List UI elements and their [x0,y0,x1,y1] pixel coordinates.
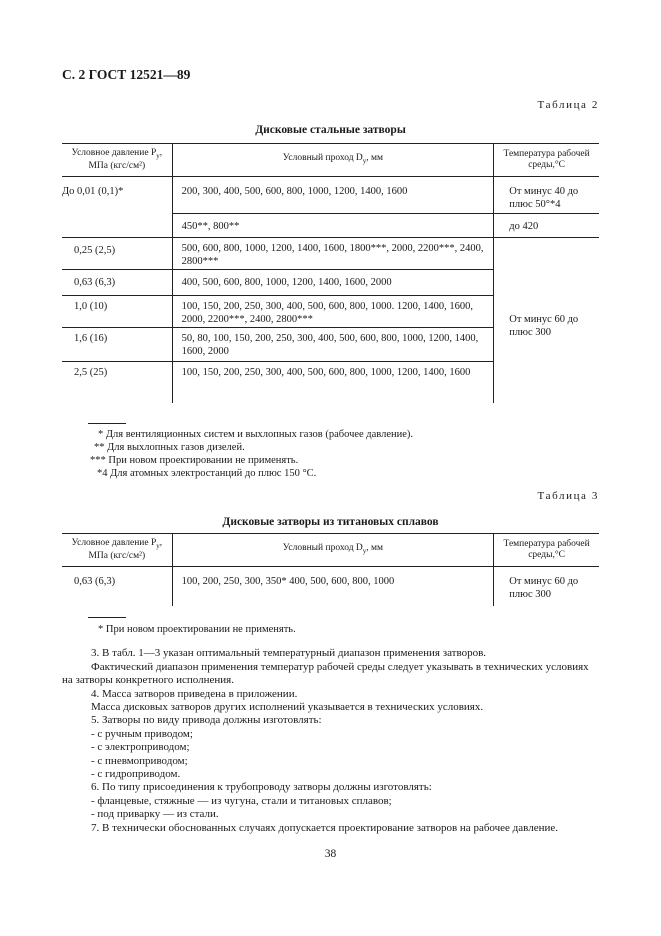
table2-col1-header: Условное давление $P_у$, МПа (кгс/см²) [62,144,172,177]
page-header: С. 2 ГОСТ 12521—89 [62,67,191,82]
table-row: 0,63 (6,3) 400, 500, 600, 800, 1000, 1200, 1400, 1600, 2000 [62,270,599,296]
table3-col2-header: Условный проход $D_у$, мм [172,534,494,567]
paragraph: Фактический диапазон применения температур рабочей среды следует указывать в технических условиях на затворы конкретного исполнения. [62,661,589,687]
table3-title: Дисковые затворы из титановых сплавов [222,516,439,528]
list-item: - с гидроприводом. [91,768,181,780]
footnote: *** При новом проектировании не применять. [90,455,299,466]
table2-col2-header: Условный проход $D_у$, мм [172,144,494,177]
paragraph: 3. В табл. 1—3 указан оптимальный температурный диапазон применения затворов. [91,647,487,659]
list-item: - с электроприводом; [91,741,190,753]
table2-col3-header: Температура рабочей среды,°С [494,144,599,177]
table3-col3-header: Температура рабочей среды,°С [494,534,599,567]
footnote: * Для вентиляционных систем и выхлопных газов (рабочее давление). [98,429,414,440]
page-number: 38 [324,848,337,860]
paragraph: Масса дисковых затворов других исполнений указывается в технических условиях. [91,701,484,713]
table3 [62,533,599,606]
paragraph: 6. По типу присоединения к трубопроводу затворы должны изготовлять: [91,781,432,793]
list-item: - с ручным приводом; [91,728,193,740]
paragraph: 7. В технически обоснованных случаях допускается проектирование затворов на рабочее давление. [91,822,558,834]
footnote-divider [88,617,126,618]
table-row: До 0,01 (0,1)* 200, 300, 400, 500, 600, 800, 1000, 1200, 1400, 1600 От минус 40 до плюс 50°*4 [62,177,599,214]
table2-label: Таблица 2 [537,99,599,111]
table-row: 1,0 (10) 100, 150, 200, 250, 300, 400, 500, 600, 800, 1000. 1200, 1400, 1600, 2000, 2200***, 2400, 2800*** [62,296,599,328]
footnote: ** Для выхлопных газов дизелей. [94,442,245,453]
list-item: - с пневмоприводом; [91,755,188,767]
table2 [62,143,599,403]
table-row: 450**, 800** до 420 [62,214,599,238]
footnote: * При новом проектировании не применять. [98,624,296,635]
footnote: *4 Для атомных электростанций до плюс 150 °С. [97,468,317,479]
paragraph: 5. Затворы по виду привода должны изготовлять: [91,714,322,726]
table-row: 2,5 (25) 100, 150, 200, 250, 300, 400, 500, 600, 800, 1000, 1200, 1400, 1600 [62,362,599,403]
table3-label: Таблица 3 [537,490,599,502]
table2-title: Дисковые стальные затворы [255,124,406,136]
paragraph: 4. Масса затворов приведена в приложении. [91,688,298,700]
table-row: 1,6 (16) 50, 80, 100, 150, 200, 250, 300, 400, 500, 600, 800, 1000, 1200, 1400, 1600, 2000 [62,328,599,362]
list-item: - фланцевые, стяжные — из чугуна, стали и титановых сплавов; [91,795,392,807]
list-item: - под приварку — из стали. [91,808,219,820]
footnote-divider [88,423,126,424]
table3-col1-header: Условное давление $P_у$, МПа (кгс/см²) [62,534,172,567]
table-row: 0,63 (6,3) 100, 200, 250, 300, 350* 400, 500, 600, 800, 1000 От минус 60 до плюс 300 [62,567,599,606]
table-row: 0,25 (2,5) 500, 600, 800, 1000, 1200, 1400, 1600, 1800***, 2000, 2200***, 2400, 2800*** От минус 60 до плюс 300 [62,238,599,270]
